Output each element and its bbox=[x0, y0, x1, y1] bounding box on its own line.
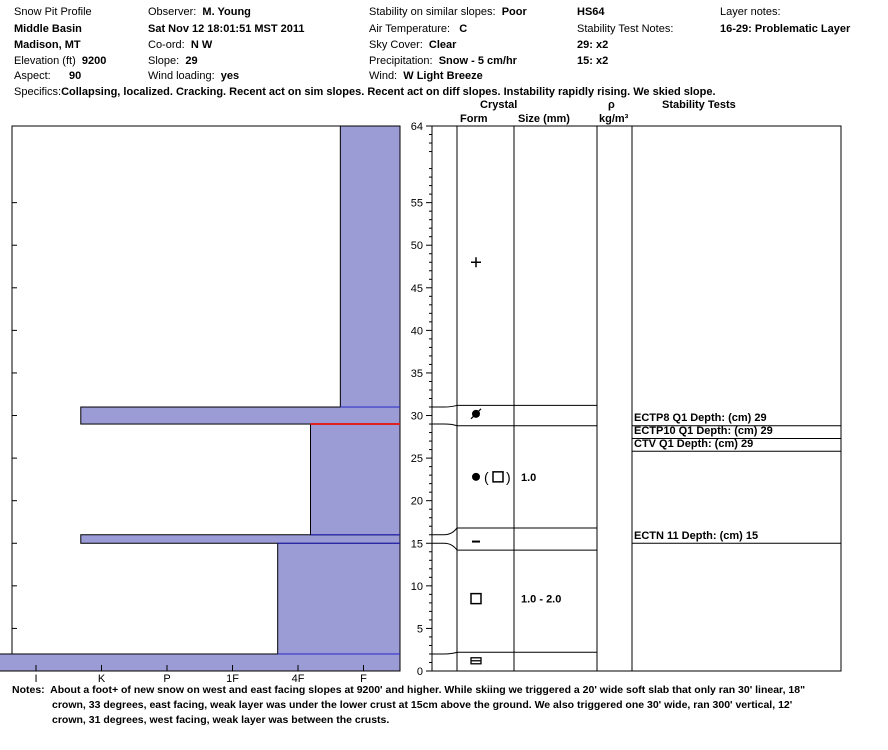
pit-title: Snow Pit Profile bbox=[14, 6, 92, 18]
hardness-bar bbox=[0, 654, 400, 671]
stability-tests bbox=[632, 412, 841, 543]
sky-value: Clear bbox=[428, 39, 457, 51]
layer-notes-label: Layer notes: bbox=[720, 6, 781, 18]
crystal-size-label: 1.0 - 2.0 bbox=[521, 593, 562, 606]
notes bbox=[12, 683, 872, 728]
hardness-tick-label: P bbox=[163, 673, 171, 685]
paren-symbol: ) bbox=[506, 468, 511, 485]
height-tick-label: 25 bbox=[410, 453, 423, 466]
stability-tests-header: Stability Tests bbox=[662, 99, 736, 111]
datetime: Sat Nov 12 18:01:51 MST 2011 bbox=[148, 23, 305, 35]
air-temp-value: C bbox=[459, 23, 468, 35]
elevation-label: Elevation (ft) bbox=[14, 55, 76, 67]
height-tick-label: 45 bbox=[410, 282, 423, 295]
height-tick-label: 50 bbox=[410, 240, 423, 253]
notes-label: Notes: bbox=[12, 684, 45, 696]
height-tick-label: 10 bbox=[410, 580, 423, 593]
height-tick-label: 64 bbox=[410, 121, 423, 133]
hardness-bar bbox=[81, 407, 400, 424]
specifics-label: Specifics: bbox=[14, 86, 62, 98]
height-tick-label: 30 bbox=[410, 410, 423, 423]
layer-notes-value: 16-29: Problematic Layer bbox=[720, 23, 851, 35]
hardness-tick-label: I bbox=[34, 673, 38, 685]
height-axis bbox=[411, 121, 432, 678]
notes-line1: About a foot+ of new snow on west and east facing slopes at 9200' and higher. While skiing we triggered a 20' wide soft slab that only ran 30' linear, 18" bbox=[50, 684, 806, 696]
aspect-value: 90 bbox=[69, 70, 82, 82]
notes-line3: crown, 31 degrees, west facing, weak layer was between the crusts. bbox=[52, 714, 390, 726]
coord-value: N W bbox=[190, 39, 213, 51]
crystal-size-label: 1.0 bbox=[521, 471, 537, 484]
hardness-bars bbox=[0, 126, 400, 671]
stability-test-label: CTV Q1 Depth: (cm) 29 bbox=[634, 437, 754, 450]
coord-label: Co-ord: bbox=[148, 39, 185, 51]
stability-test-label: ECTN 11 Depth: (cm) 15 bbox=[634, 529, 759, 542]
observer-value: M. Young bbox=[202, 6, 251, 18]
crystal-table-frame bbox=[432, 126, 841, 671]
air-temp-label: Air Temperature: bbox=[369, 23, 451, 35]
slope-label: Slope: bbox=[148, 55, 180, 67]
stability-test-label: ECTP8 Q1 Depth: (cm) 29 bbox=[634, 412, 767, 425]
elevation-value: 9200 bbox=[81, 55, 107, 67]
hardness-tick-label: 1F bbox=[226, 673, 239, 685]
density-symbol: ρ bbox=[608, 99, 615, 111]
hardness-bar bbox=[311, 424, 401, 535]
hardness-tick-label: K bbox=[97, 673, 106, 685]
slope-value: 29 bbox=[185, 55, 198, 67]
wind-label: Wind: bbox=[369, 70, 398, 82]
stability-notes-label: Stability Test Notes: bbox=[577, 23, 674, 35]
height-tick-label: 0 bbox=[416, 666, 423, 678]
notes-line2: crown, 33 degrees, east facing, weak layer was under the lower crust at 15cm above the ground. We also triggered one 30' wide, ran 300' vertical, 12' bbox=[52, 699, 793, 711]
wind-value: W Light Breeze bbox=[403, 70, 483, 82]
hardness-tick-label: 4F bbox=[291, 673, 305, 685]
wind-loading-label: Wind loading: bbox=[148, 70, 215, 82]
stability-note: 29: x2 bbox=[577, 39, 609, 51]
rounds-symbol bbox=[472, 473, 480, 481]
stability-label: Stability on similar slopes: bbox=[369, 6, 496, 18]
size-header: Size (mm) bbox=[518, 113, 570, 125]
location-name: Middle Basin bbox=[14, 23, 82, 35]
stability-test-label: ECTP10 Q1 Depth: (cm) 29 bbox=[634, 425, 773, 438]
height-tick-label: 40 bbox=[410, 325, 423, 338]
height-tick-label: 20 bbox=[410, 495, 423, 508]
observer-label: Observer: bbox=[148, 6, 197, 18]
precip-value: Snow - 5 cm/hr bbox=[438, 55, 517, 67]
hardness-bar bbox=[81, 535, 400, 544]
stability-note: 15: x2 bbox=[577, 55, 609, 67]
hardness-bar bbox=[340, 126, 400, 407]
hardness-bar bbox=[278, 543, 400, 654]
hardness-tick-label: F bbox=[360, 673, 367, 685]
height-tick-label: 5 bbox=[416, 623, 423, 636]
wind-loading-value: yes bbox=[220, 70, 240, 82]
height-tick-label: 55 bbox=[410, 197, 423, 210]
hs-value: HS64 bbox=[577, 6, 605, 18]
aspect-label: Aspect: bbox=[14, 70, 51, 82]
facet-symbol bbox=[471, 594, 481, 604]
crystal-header: Crystal bbox=[480, 99, 518, 111]
stability-value: Poor bbox=[501, 6, 527, 18]
left-ticks bbox=[12, 126, 17, 628]
height-tick-label: 35 bbox=[410, 367, 423, 380]
paren-symbol: ( bbox=[484, 468, 489, 485]
form-header: Form bbox=[460, 113, 488, 125]
facet-symbol bbox=[493, 472, 503, 482]
precip-label: Precipitation: bbox=[369, 55, 433, 67]
height-tick-label: 15 bbox=[410, 538, 423, 551]
crystal-forms bbox=[471, 257, 561, 664]
sky-label: Sky Cover: bbox=[369, 39, 423, 51]
location-region: Madison, MT bbox=[14, 39, 81, 51]
density-unit: kg/m³ bbox=[599, 113, 629, 125]
specifics-value: Collapsing, localized. Cracking. Recent act on sim slopes. Recent act on diff slopes. Instability rapidly rising. We skied slope. bbox=[61, 86, 716, 98]
